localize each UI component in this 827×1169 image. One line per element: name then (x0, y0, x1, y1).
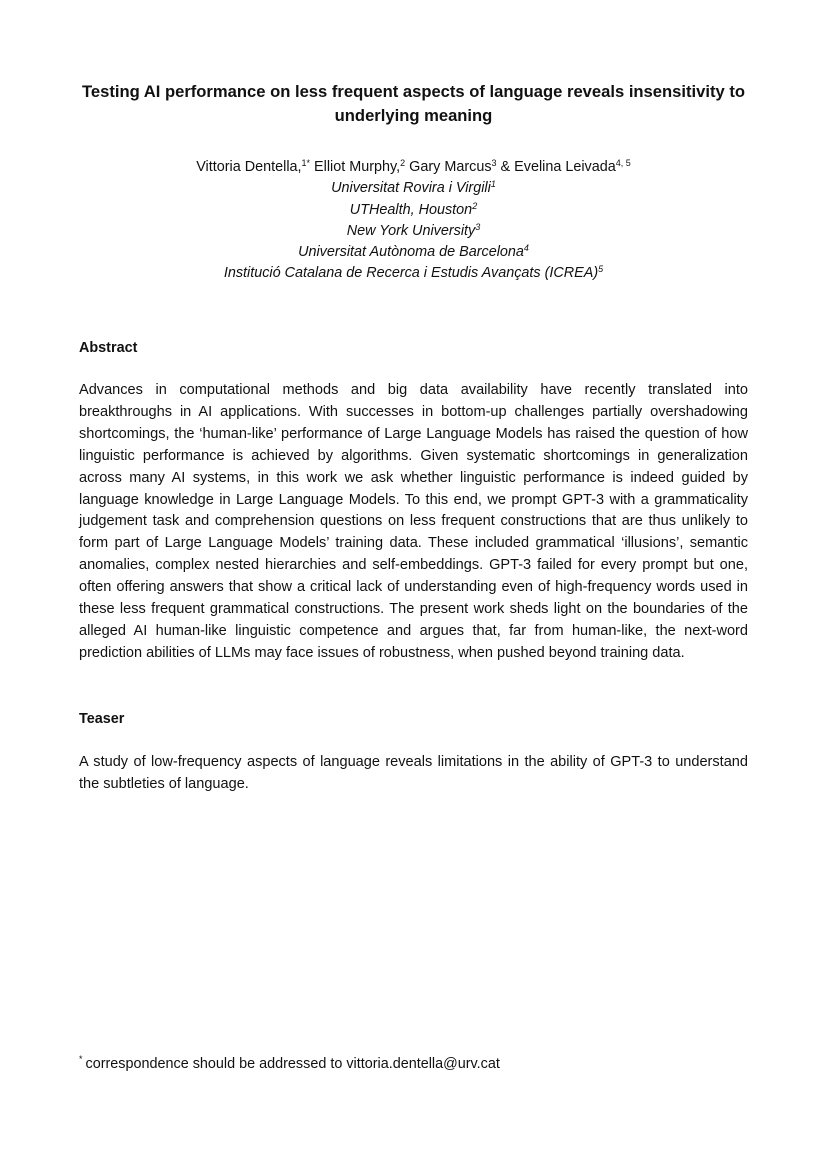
footnote-mark: * (79, 1054, 83, 1064)
author-name: Gary Marcus (405, 159, 492, 175)
author-name: Elliot Murphy, (310, 159, 401, 175)
author-block (60, 157, 767, 285)
affiliation-name: Universitat Autònoma de Barcelona (298, 244, 524, 261)
abstract-text: Advances in computational methods and big data availability have recently translated into breakthroughs in AI applications. With successes in bottom-up challenges partially overshadowing shortcomings, the ‘human-like’ performance of Large Language Models has raised the question of how linguistic performance is achieved by algorithms. Given systematic shortcomings in generalization across many AI systems, in this work we ask whether linguistic performance is indeed guided by language knowledge in Large Language Models. To this end, we prompt GPT-3 with a grammaticality judgement task and comprehension questions on less frequent constructions that are thus unlikely to form part of Large Language Models’ training data. These included grammatical ‘illusions’, semantic anomalies, complex nested hierarchies and self-embeddings. GPT-3 failed for every prompt but one, often offering answers that show a critical lack of understanding even of high-frequency words used in these less frequent grammatical constructions. The present work sheds light on the boundaries of the alleged AI human-like linguistic competence and argues that, far from human-like, the next-word prediction abilities of LLMs may face issues of robustness, when pushed beyond training data. (79, 382, 748, 661)
affiliation-superscript: 2 (472, 200, 478, 211)
author-superscript: 2 (400, 158, 406, 168)
affiliation-name: Universitat Rovira i Virgili (331, 180, 491, 197)
affiliation-name: New York University (346, 222, 476, 239)
affiliation-superscript: 5 (598, 264, 604, 275)
affiliation-name: UTHealth, Houston (349, 201, 473, 218)
affiliation (60, 178, 767, 199)
author-line (60, 157, 767, 178)
affiliation-superscript: 3 (475, 221, 481, 232)
affiliation-name: Institució Catalana de Recerca i Estudis Avançats (ICREA) (223, 265, 599, 282)
teaser-heading: Teaser (79, 711, 125, 727)
footnote-text: correspondence should be addressed to vittoria.dentella@urv.cat (85, 1056, 500, 1072)
affiliation (60, 242, 767, 263)
affiliation-superscript: 4 (523, 243, 529, 254)
affiliation (60, 221, 767, 242)
affiliation (60, 263, 767, 284)
author-name: & Evelina Leivada (496, 159, 616, 175)
author-superscript: 4, 5 (615, 158, 631, 168)
footnote (79, 1053, 748, 1075)
abstract-heading: Abstract (79, 340, 138, 356)
author-name: Vittoria Dentella, (196, 159, 302, 175)
affiliation (60, 200, 767, 221)
author-superscript: 1* (301, 158, 311, 168)
teaser-text: A study of low-frequency aspects of language reveals limitations in the ability of GPT-3 to understand the subtleties of language. (79, 754, 748, 792)
paper-title: Testing AI performance on less frequent aspects of language reveals insensitivity to underlying meaning (81, 82, 745, 125)
author-superscript: 3 (491, 158, 497, 168)
affiliation-superscript: 1 (490, 179, 496, 190)
